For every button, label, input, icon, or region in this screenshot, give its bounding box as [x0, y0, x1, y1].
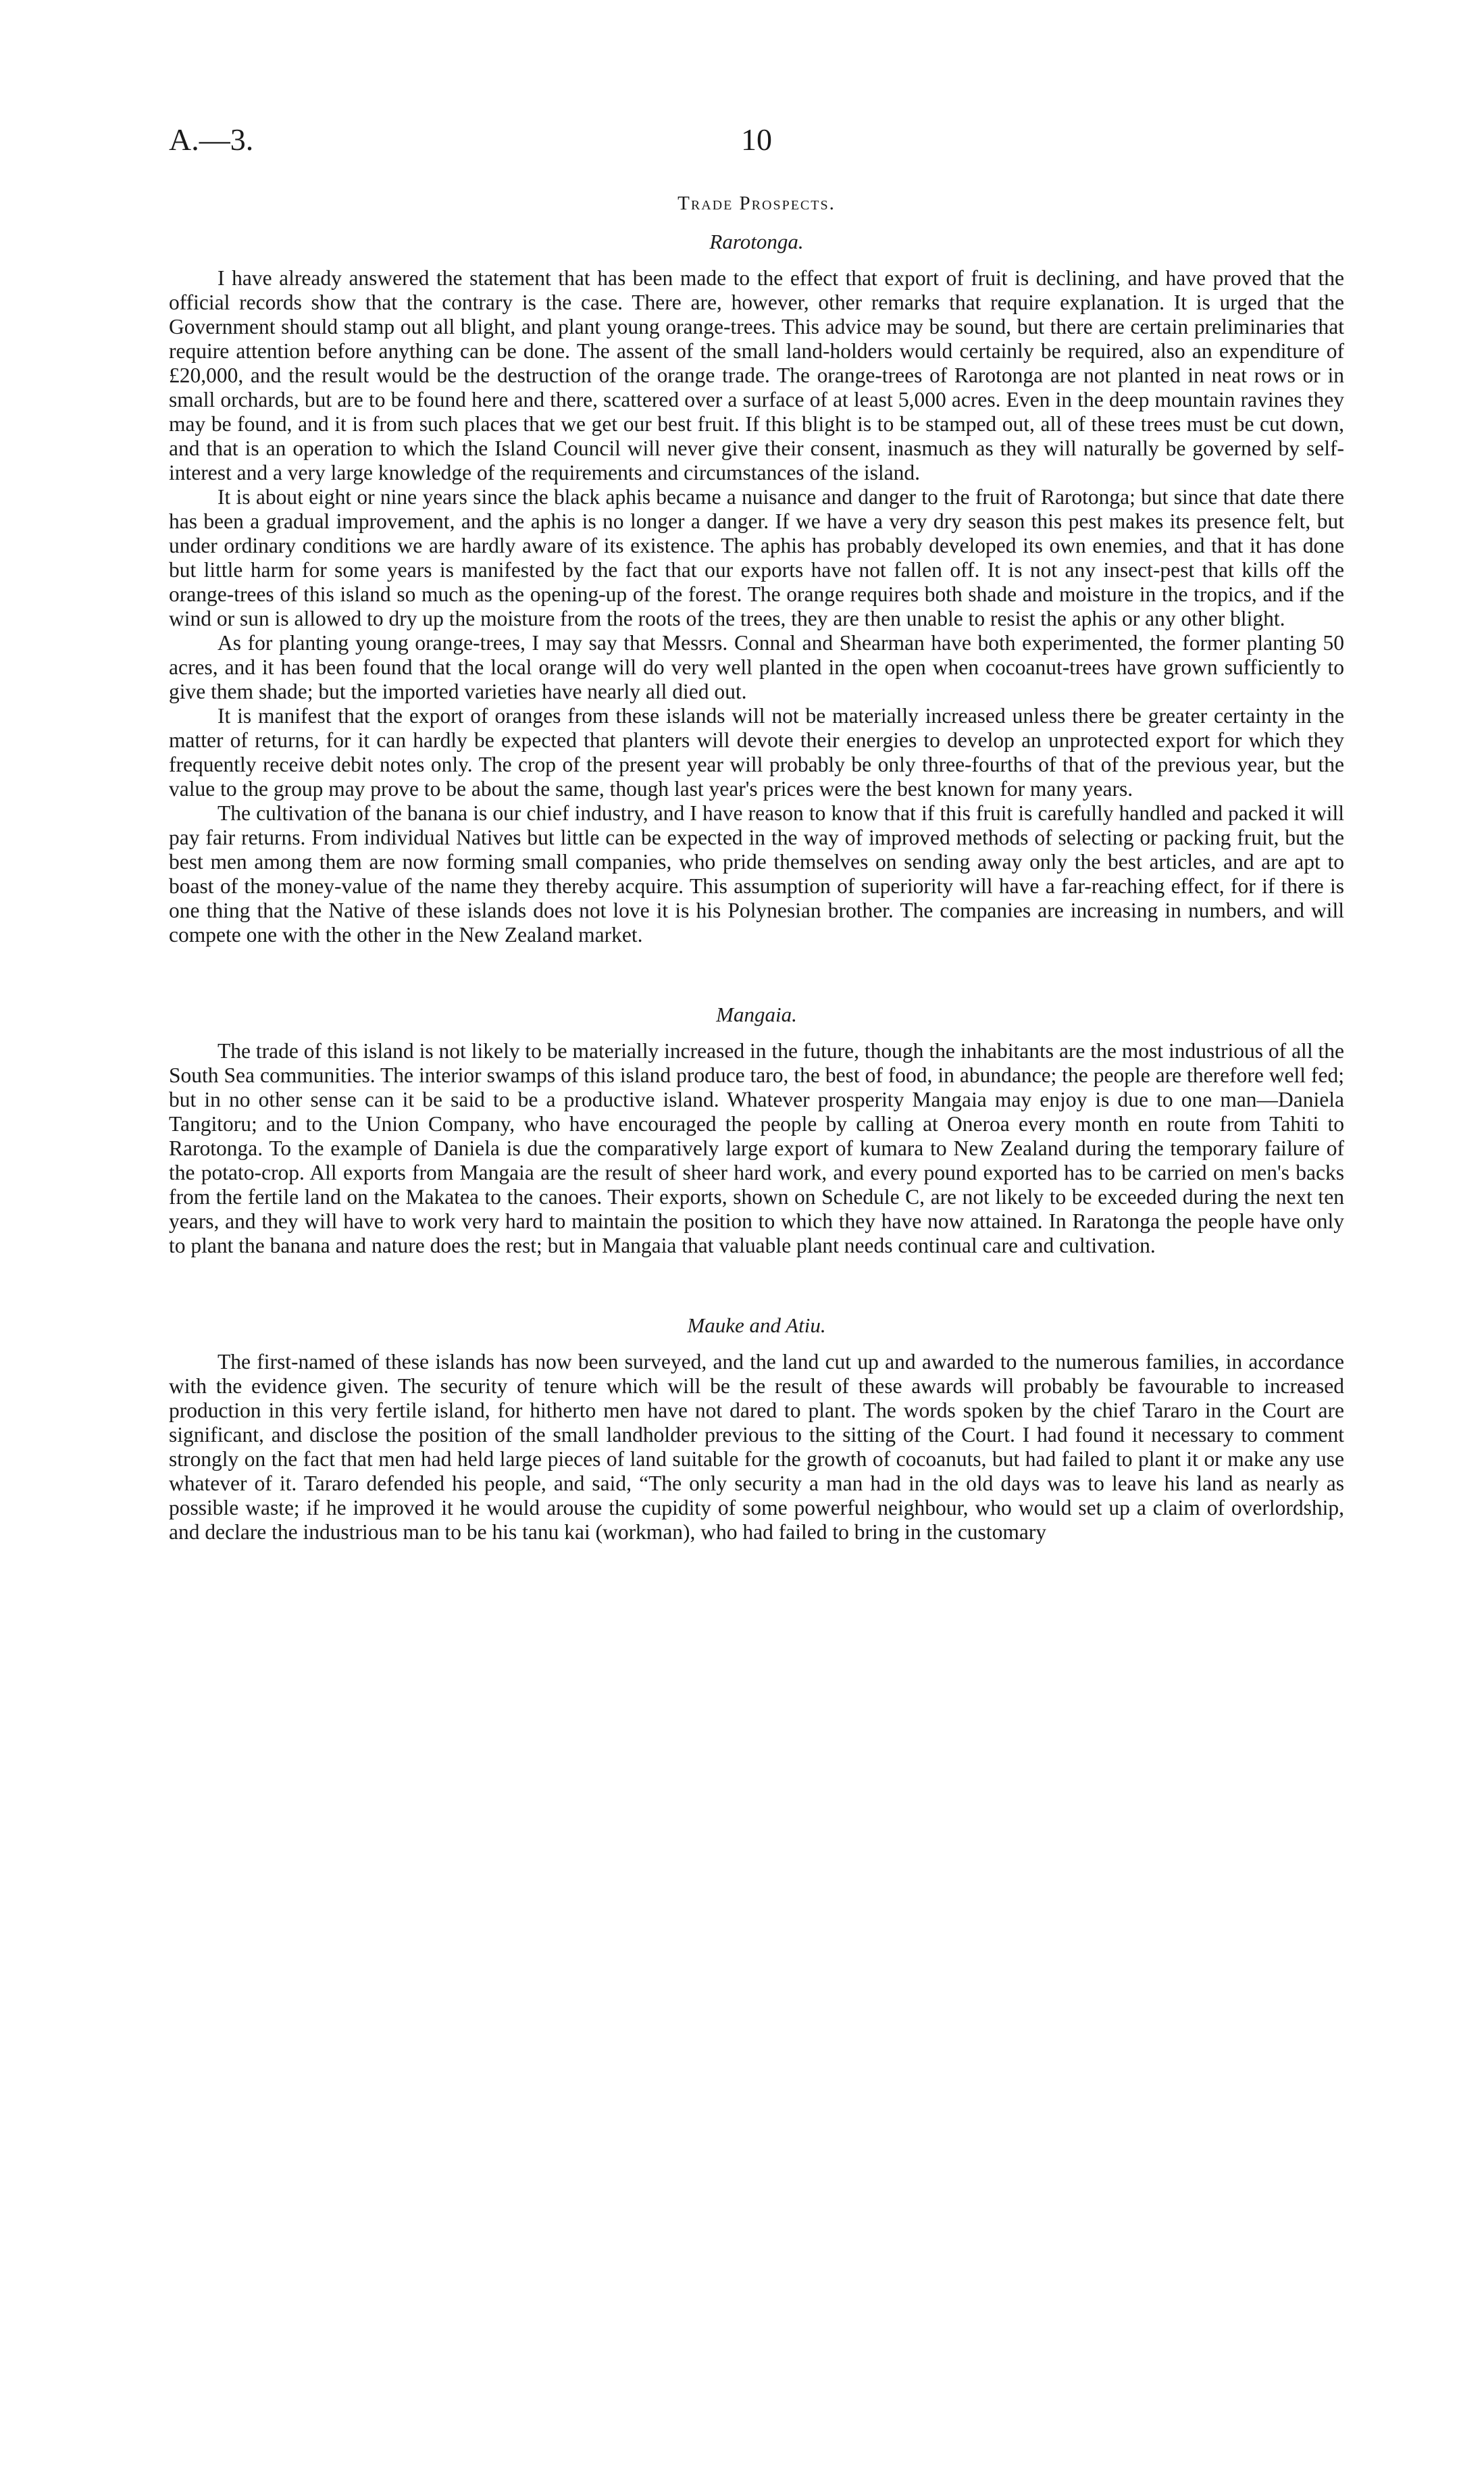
paragraph: The trade of this island is not likely to be materially increased in the future, though the inhabitants are the most industrious of all the South Sea communities. The interior swamps of this island produce taro, the best of food, in abundance; the people are therefore well fed; but in no other sense can it be said to be a productive island. Whatever prosperity Mangaia may enjoy is due to one man—Daniela Tangitoru; and to the Union Company, who have encouraged the people by calling at Oneroa every month en route from Tahiti to Rarotonga. To the example of Daniela is due the comparatively large export of kumara to New Zealand during the temporary failure of the potato-crop. All exports from Mangaia are the result of sheer hard work, and every pound exported has to be carried on men's backs from the fertile land on the Makatea to the canoes. Their exports, shown on Schedule C, are not likely to be exceeded during the next ten years, and they will have to work very hard to maintain the position to which they have now attained. In Raratonga the people have only to plant the banana and nature does the rest; but in Mangaia that valuable plant needs continual care and cultivation. — [169, 1039, 1344, 1257]
paragraph: I have already answered the statement that has been made to the effect that export of fruit is declining, and have proved that the official records show that the contrary is the case. There are, however, other remarks that require explanation. It is urged that the Government should stamp out all blight, and plant young orange-trees. This advice may be sound, but there are certain preliminaries that require attention before anything can be done. The assent of the small land-holders would certainly be required, also an expenditure of £20,000, and the result would be the destruction of the orange trade. The orange-trees of Rarotonga are not planted in neat rows or in small orchards, but are to be found here and there, scattered over a surface of at least 5,000 acres. Even in the deep mountain ravines they may be found, and it is from such places that we get our best fruit. If this blight is to be stamped out, all of these trees must be cut down, and that is an operation to which the Island Council will never give their consent, inasmuch as they will naturally be governed by self-interest and a very large knowledge of the requirements and circumstances of the island. — [169, 266, 1344, 484]
page-body — [169, 193, 1344, 1544]
page-number: 10 — [741, 122, 772, 157]
section-mangaia — [169, 1003, 1344, 1258]
section-heading: Mangaia. — [716, 1003, 797, 1026]
section-mauke-atiu — [169, 1313, 1344, 1544]
section-title: Trade Prospects. — [677, 193, 836, 214]
document-reference: A.—3. — [169, 122, 254, 157]
page-header — [169, 122, 1344, 169]
section-heading: Mauke and Atiu. — [687, 1313, 826, 1337]
paragraph: It is about eight or nine years since the black aphis became a nuisance and danger to the fruit of Rarotonga; but since that date there has been a gradual improvement, and the aphis is no longer a danger. If we have a very dry season this pest makes its presence felt, but under ordinary conditions we are hardly aware of its existence. The aphis has probably developed its own enemies, and that it has done but little harm for some years is manifested by the fact that our exports have not fallen off. It is not any insect-pest that kills off the orange-trees of this island so much as the opening-up of the forest. The orange requires both shade and moisture in the tropics, and if the wind or sun is allowed to dry up the moisture from the roots of the trees, they are then unable to resist the aphis or any other blight. — [169, 485, 1344, 630]
section-heading: Rarotonga. — [709, 230, 804, 253]
paragraph: It is manifest that the export of oranges from these islands will not be materially increased unless there be greater certainty in the matter of returns, for it can hardly be expected that planters will devote their energies to develop an unprotected export for which they frequently receive debit notes only. The crop of the present year will probably be only three-fourths of that of the previous year, but the value to the group may prove to be about the same, though last year's prices were the best known for many years. — [169, 704, 1344, 801]
paragraph: The first-named of these islands has now been surveyed, and the land cut up and awarded to the numerous families, in accordance with the evidence given. The security of tenure which will be the result of these awards will probably be favourable to increased production in this very fertile island, for hitherto men have not dared to plant. The words spoken by the chief Tararo in the Court are significant, and disclose the position of the small landholder previous to the sitting of the Court. I had found it necessary to comment strongly on the fact that men had held large pieces of land suitable for the growth of cocoanuts, but had failed to plant it or make any use whatever of it. Tararo defended his people, and said, “The only security a man had in the old days was to leave his land as nearly as possible waste; if he improved it he would arouse the cupidity of some powerful neighbour, who would set up a claim of overlordship, and declare the industrious man to be his tanu kai (workman), who had failed to bring in the customary — [169, 1350, 1344, 1544]
paragraph: The cultivation of the banana is our chief industry, and I have reason to know that if this fruit is carefully handled and packed it will pay fair returns. From individual Natives but little can be expected in the way of improved methods of selecting or packing fruit, but the best men among them are now forming small companies, who pride themselves on sending away only the best articles, and are apt to boast of the money-value of the name they thereby acquire. This assumption of superiority will have a far-reaching effect, for if there is one thing that the Native of these islands does not love it is his Polynesian brother. The companies are increasing in numbers, and will compete one with the other in the New Zealand market. — [169, 801, 1344, 947]
section-rarotonga — [169, 230, 1344, 947]
paragraph: As for planting young orange-trees, I may say that Messrs. Connal and Shearman have both experimented, the former planting 50 acres, and it has been found that the local orange will do very well planted in the open when cocoanut-trees have grown sufficiently to give them shade; but the imported varieties have nearly all died out. — [169, 631, 1344, 703]
